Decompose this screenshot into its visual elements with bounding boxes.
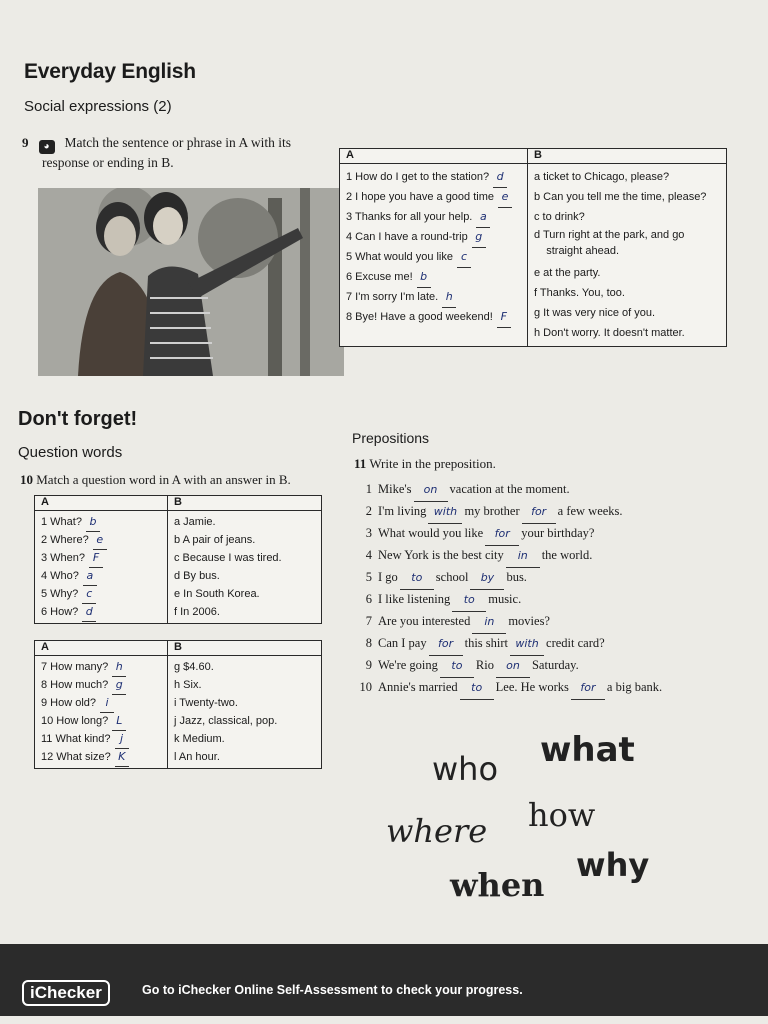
answer-blank[interactable]: j — [115, 730, 129, 749]
list-item: 12 What size? K — [41, 748, 161, 766]
list-item: 3 Thanks for all your help. a — [346, 207, 521, 227]
column-a-header: A — [35, 641, 168, 656]
list-item: 9 We're going to Rio on Saturday. — [358, 654, 662, 676]
list-item: 5 I go to school by bus. — [358, 566, 662, 588]
answer-blank[interactable]: h — [112, 658, 126, 677]
list-item: 7 Are you interested in movies? — [358, 610, 662, 632]
answer-blank[interactable]: on — [414, 479, 448, 502]
answer-blank[interactable]: to — [452, 589, 486, 612]
answer-blank[interactable]: i — [100, 694, 114, 713]
answer-blank[interactable]: to — [440, 655, 474, 678]
answer-blank[interactable]: g — [472, 227, 486, 248]
list-item: c Because I was tired. — [174, 552, 282, 564]
exercise-11-instruction — [354, 456, 496, 472]
answer-blank[interactable]: e — [93, 531, 107, 550]
exercise-10-instruction — [20, 472, 291, 488]
instruction-line-2: response or ending in B. — [42, 155, 174, 170]
footer-bar — [0, 944, 768, 1016]
list-item: a ticket to Chicago, please? — [534, 171, 670, 183]
column-a — [35, 511, 168, 624]
prepositions-heading: Prepositions — [352, 430, 430, 446]
list-item: k Medium. — [174, 733, 225, 745]
answer-blank[interactable]: d — [82, 603, 96, 622]
exercise-number: 10 — [20, 472, 33, 487]
prepositions-list — [358, 478, 662, 698]
instruction-line-1: Match the sentence or phrase in A with its — [64, 135, 291, 150]
section-title: Everyday English — [24, 60, 196, 83]
column-a-header: A — [340, 149, 528, 164]
list-item: e at the party. — [534, 267, 601, 279]
word-who: who — [432, 750, 499, 788]
list-item: j Jazz, classical, pop. — [174, 715, 278, 727]
column-a — [340, 164, 528, 347]
list-item: 6 I like listening to music. — [358, 588, 662, 610]
word-how: how — [528, 796, 596, 834]
list-item: g $4.60. — [174, 661, 214, 673]
answer-blank[interactable]: c — [457, 247, 471, 268]
answer-blank[interactable]: with — [428, 501, 462, 524]
answer-blank[interactable]: g — [112, 676, 126, 695]
list-item: 2 I hope you have a good time e — [346, 187, 521, 207]
answer-blank[interactable]: b — [417, 267, 431, 288]
instruction-text: Match a question word in A with an answer in B. — [36, 472, 291, 487]
answer-blank[interactable]: for — [429, 633, 463, 656]
answer-blank[interactable]: b — [86, 513, 100, 532]
answer-blank[interactable]: in — [472, 611, 506, 634]
list-item: l An hour. — [174, 751, 220, 763]
answer-blank[interactable]: h — [442, 287, 456, 308]
answer-blank[interactable]: on — [496, 655, 530, 678]
column-b-header: B — [168, 496, 322, 511]
answer-blank[interactable]: for — [522, 501, 556, 524]
word-when: when — [450, 866, 545, 904]
answer-blank[interactable]: for — [485, 523, 519, 546]
list-item: 1 Mike's on vacation at the moment. — [358, 478, 662, 500]
footer-text: Go to iChecker Online Self-Assessment to check your progress. — [142, 983, 523, 997]
list-item: 1 How do I get to the station? d — [346, 167, 521, 187]
answer-blank[interactable]: e — [498, 187, 512, 208]
list-item: 1 What? b — [41, 513, 161, 531]
answer-blank[interactable]: in — [506, 545, 540, 568]
list-item: i Twenty-two. — [174, 697, 238, 709]
list-item: 10 Annie's married to Lee. He works for a big bank. — [358, 676, 662, 698]
list-item: 8 Bye! Have a good weekend! F — [346, 307, 521, 327]
list-item: b A pair of jeans. — [174, 534, 256, 546]
answer-blank[interactable]: to — [400, 567, 434, 590]
exercise-10-table-1 — [34, 495, 322, 624]
list-item: 3 When? F — [41, 549, 161, 567]
ichecker-logo: iChecker — [22, 980, 110, 1006]
list-item: 5 Why? c — [41, 585, 161, 603]
column-b — [168, 656, 322, 769]
list-item: a Jamie. — [174, 516, 216, 528]
column-a-header: A — [35, 496, 168, 511]
answer-blank[interactable]: a — [476, 207, 490, 228]
word-where: where — [386, 812, 488, 850]
list-item: d Turn right at the park, and go — [534, 229, 685, 241]
exercise-9-instruction — [22, 134, 291, 172]
answer-blank[interactable]: K — [115, 748, 129, 767]
answer-blank[interactable]: c — [82, 585, 96, 604]
section-subtitle: Social expressions (2) — [24, 98, 172, 115]
exercise-number: 11 — [354, 456, 367, 471]
list-item: 7 I'm sorry I'm late. h — [346, 287, 521, 307]
list-item: e In South Korea. — [174, 588, 260, 600]
exercise-10-table-2 — [34, 640, 322, 769]
list-item: 2 Where? e — [41, 531, 161, 549]
question-words-heading: Question words — [18, 444, 123, 461]
list-item: 4 New York is the best city in the world. — [358, 544, 662, 566]
list-item: g It was very nice of you. — [534, 307, 656, 319]
photo-two-women — [38, 188, 344, 376]
column-b — [168, 511, 322, 624]
answer-blank[interactable]: F — [89, 549, 103, 568]
list-item: 2 I'm living with my brother for a few weeks. — [358, 500, 662, 522]
list-item: straight ahead. — [534, 245, 619, 257]
list-item: 3 What would you like for your birthday? — [358, 522, 662, 544]
list-item: f In 2006. — [174, 606, 220, 618]
answer-blank[interactable]: with — [510, 633, 544, 656]
answer-blank[interactable]: for — [571, 677, 605, 700]
list-item: f Thanks. You, too. — [534, 287, 625, 299]
list-item: d By bus. — [174, 570, 220, 582]
list-item: c to drink? — [534, 211, 585, 223]
list-item: h Six. — [174, 679, 202, 691]
list-item: 6 How? d — [41, 603, 161, 621]
list-item: 8 How much? g — [41, 676, 161, 694]
answer-blank[interactable]: F — [497, 307, 511, 328]
list-item: b Can you tell me the time, please? — [534, 191, 707, 203]
answer-blank[interactable]: by — [470, 567, 504, 590]
exercise-9-table — [339, 148, 727, 347]
list-item: 11 What kind? j — [41, 730, 161, 748]
answer-blank[interactable]: L — [112, 712, 126, 731]
word-why: why — [576, 846, 650, 884]
column-a — [35, 656, 168, 769]
instruction-text: Write in the preposition. — [369, 456, 496, 471]
column-b-header: B — [168, 641, 322, 656]
answer-blank[interactable]: a — [83, 567, 97, 586]
exercise-number: 9 — [22, 135, 29, 150]
column-b — [528, 164, 727, 347]
list-item: 6 Excuse me! b — [346, 267, 521, 287]
word-what: what — [540, 730, 635, 770]
list-item: 7 How many? h — [41, 658, 161, 676]
list-item: 4 Who? a — [41, 567, 161, 585]
answer-blank[interactable]: d — [493, 167, 507, 188]
list-item: 4 Can I have a round-trip g — [346, 227, 521, 247]
list-item: h Don't worry. It doesn't matter. — [534, 327, 685, 339]
answer-blank[interactable]: to — [460, 677, 494, 700]
column-b-header: B — [528, 149, 727, 164]
list-item: 9 How old? i — [41, 694, 161, 712]
list-item: 5 What would you like c — [346, 247, 521, 267]
dont-forget-heading: Don't forget! — [18, 408, 138, 430]
list-item: 10 How long? L — [41, 712, 161, 730]
audio-icon: ◕ — [39, 140, 55, 154]
list-item: 8 Can I pay for this shirt with credit card? — [358, 632, 662, 654]
